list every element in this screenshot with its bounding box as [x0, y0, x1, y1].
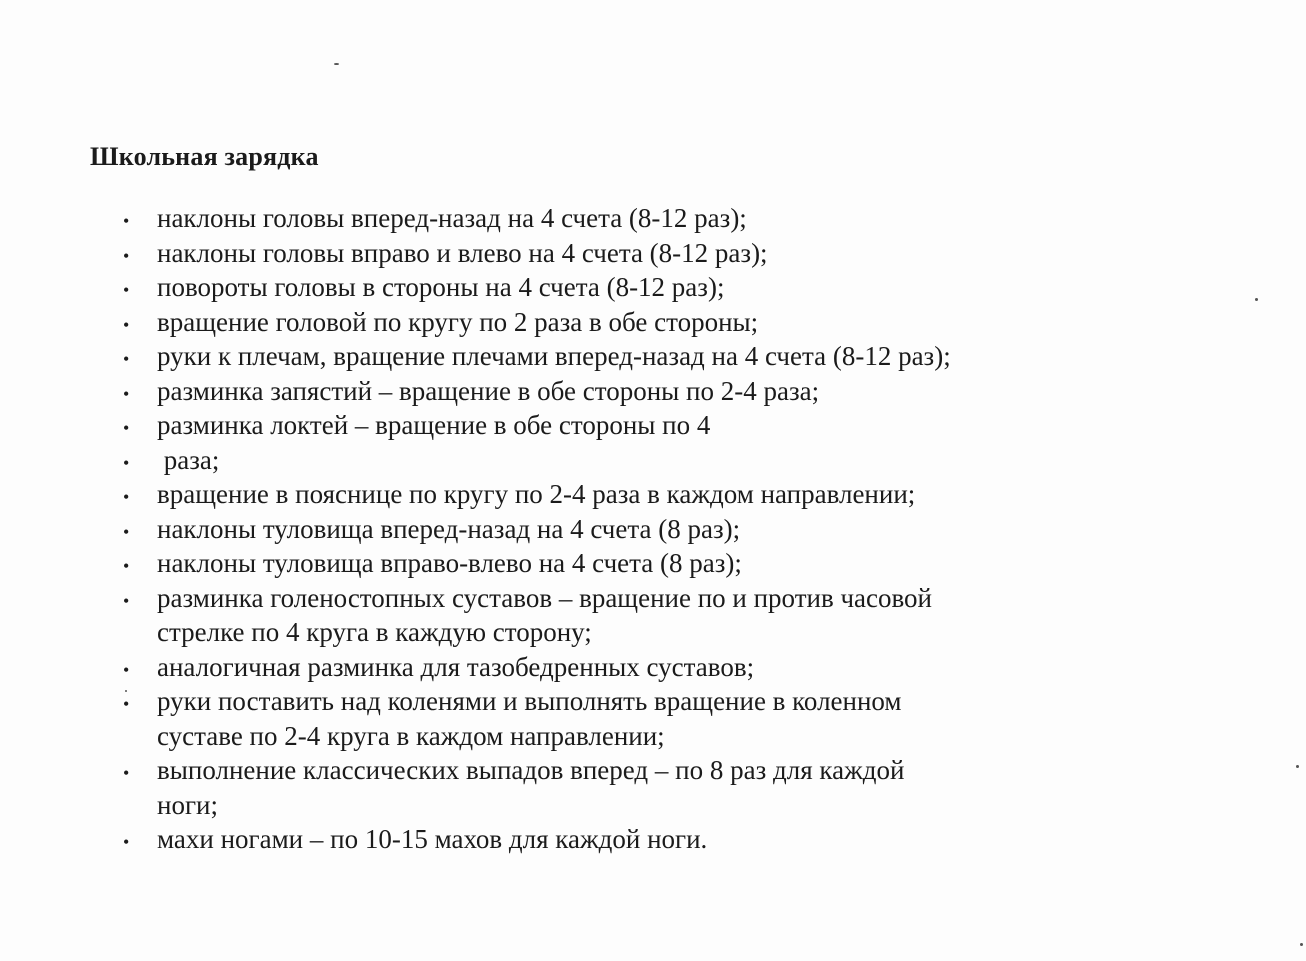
- bullet-icon: •: [123, 487, 130, 507]
- bullet-icon: •: [123, 245, 130, 266]
- list-item: [120, 650, 1200, 685]
- list-item: [120, 201, 1200, 236]
- list-item-text: суставе по 2-4 круга в каждом направлении;: [157, 720, 665, 751]
- list-item-text: наклоны туловища вперед-назад на 4 счета (8 раз);: [157, 513, 741, 544]
- scan-speck: [125, 690, 127, 692]
- list-item: [120, 581, 1200, 650]
- exercise-list: [120, 201, 1200, 857]
- list-item-text: ноги;: [157, 789, 218, 820]
- bullet-icon: •: [123, 694, 130, 714]
- bullet-icon: •: [123, 314, 130, 335]
- bullet-icon: •: [123, 556, 130, 576]
- bullet-icon: •: [123, 280, 130, 300]
- list-item-text: наклоны головы вправо и влево на 4 счета (8-12 раз);: [157, 237, 768, 268]
- list-item-text: аналогичная разминка для тазобедренных суставов;: [157, 651, 755, 682]
- bullet-icon: •: [123, 832, 130, 852]
- scan-speck: [1255, 298, 1258, 301]
- list-item-text: разминка локтей – вращение в обе стороны по 4: [157, 410, 711, 440]
- list-item: [120, 822, 1200, 857]
- bullet-icon: •: [123, 211, 130, 231]
- list-item-text: разминка запястий – вращение в обе стороны по 2-4 раза;: [157, 375, 820, 406]
- list-item: [120, 339, 1200, 374]
- list-item-text: стрелке по 4 круга в каждую сторону;: [157, 617, 592, 647]
- list-item-text: наклоны туловища вправо-влево на 4 счета (8 раз);: [157, 548, 742, 578]
- list-item-text: руки к плечам, вращение плечами вперед-назад на 4 счета (8-12 раз);: [157, 341, 951, 371]
- list-item-text: раза;: [157, 444, 220, 475]
- list-item-text: руки поставить над коленями и выполнять вращение в коленном: [157, 686, 902, 716]
- list-item: [120, 477, 1200, 512]
- list-item-text: махи ногами – по 10-15 махов для каждой ноги.: [157, 824, 708, 854]
- bullet-icon: •: [123, 383, 130, 404]
- list-item-text: повороты головы в стороны на 4 счета (8-12 раз);: [157, 272, 725, 302]
- bullet-icon: •: [123, 590, 130, 611]
- bullet-icon: •: [123, 418, 130, 438]
- scan-speck: [1300, 943, 1303, 946]
- list-item: [120, 270, 1200, 305]
- list-item-text: выполнение классических выпадов вперед – по 8 раз для каждой: [157, 755, 905, 785]
- list-item: [120, 512, 1200, 547]
- list-item: [120, 305, 1200, 340]
- bullet-icon: •: [123, 452, 130, 473]
- bullet-icon: •: [123, 521, 130, 542]
- list-item: [120, 408, 1200, 443]
- bullet-icon: •: [123, 349, 130, 369]
- page-title: Школьная зарядка: [90, 142, 319, 171]
- list-item-text: вращение головой по кругу по 2 раза в обе стороны;: [157, 306, 759, 337]
- list-item: [120, 753, 1200, 822]
- scan-speck: [1296, 765, 1299, 768]
- list-item-text: наклоны головы вперед-назад на 4 счета (8-12 раз);: [157, 203, 747, 233]
- list-item-text: вращение в пояснице по кругу по 2-4 раза в каждом направлении;: [157, 479, 916, 509]
- bullet-icon: •: [123, 763, 130, 783]
- list-item: [120, 374, 1200, 409]
- list-item: [120, 546, 1200, 581]
- list-item: [120, 443, 1200, 478]
- bullet-icon: •: [123, 659, 130, 680]
- list-item: [120, 684, 1200, 753]
- list-item-text: разминка голеностопных суставов – вращение по и против часовой: [157, 582, 933, 613]
- list-item: [120, 236, 1200, 271]
- scan-speck: [334, 63, 339, 65]
